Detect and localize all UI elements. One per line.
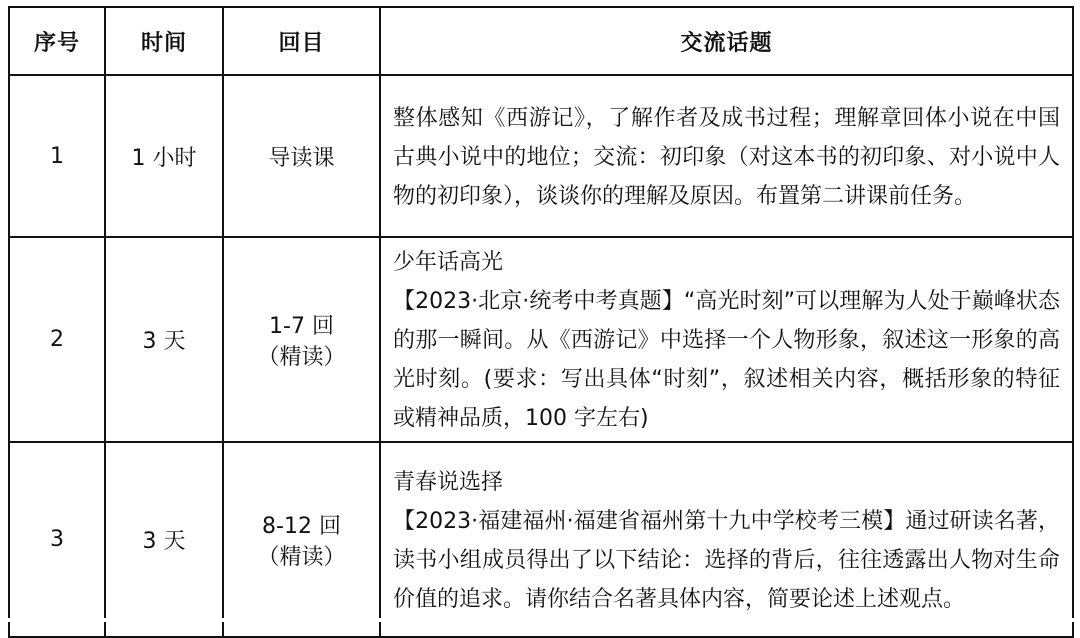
table-row — [9, 237, 1073, 442]
row-time: 1 小时 — [105, 75, 223, 237]
header-time: 时间 — [105, 7, 223, 75]
header-chapter: 回目 — [223, 7, 380, 75]
row-chapter — [223, 75, 380, 237]
row-chapter — [223, 442, 380, 637]
topic-text: 整体感知《西游记》，了解作者及成书过程；理解章回体小说在中国古典小说中的地位；交流：初印象（对这本书的初印象、对小说中人物的初印象），谈谈你的理解及原因。布置第二讲课前任务。 — [393, 105, 1060, 209]
topic-title: 青春说选择 — [393, 469, 504, 495]
row-topic — [380, 237, 1073, 442]
topic-text: 【2023·福建福州·福建省福州第十九中学校考三模】通过研读名著，读书小组成员得出了以下结论：选择的背后，往往透露出人物对生命价值的追求。请你结合名著具体内容，简要论述上述观点。 — [393, 508, 1060, 612]
chapter-range: 导读课 — [268, 145, 335, 171]
row-no: 3 — [9, 442, 105, 637]
page-crop-edge — [0, 618, 1080, 622]
row-time: 3 天 — [105, 442, 223, 637]
row-no: 2 — [9, 237, 105, 442]
chapter-range: 1-7 回 — [269, 313, 334, 339]
row-chapter — [223, 237, 380, 442]
header-row — [9, 7, 1073, 75]
table-row — [9, 75, 1073, 237]
chapter-note: （精读） — [257, 544, 346, 570]
header-topic: 交流话题 — [380, 7, 1073, 75]
row-topic — [380, 75, 1073, 237]
row-time: 3 天 — [105, 237, 223, 442]
row-no: 1 — [9, 75, 105, 237]
topic-title: 少年话高光 — [393, 250, 504, 275]
chapter-note: （精读） — [257, 344, 346, 370]
header-no: 序号 — [9, 7, 105, 75]
table-row — [9, 442, 1073, 637]
chapter-range: 8-12 回 — [262, 513, 341, 539]
topic-text: 【2023·北京·统考中考真题】“高光时刻”可以理解为人处于巅峰状态的那一瞬间。从《西游记》中选择一个人物形象，叙述这一形象的高光时刻。(要求：写出具体“时刻”，叙述相关内容，概括形象的特征或精神品质，100 字左右) — [393, 289, 1060, 431]
row-topic — [380, 442, 1073, 637]
reading-plan-table — [8, 6, 1074, 638]
